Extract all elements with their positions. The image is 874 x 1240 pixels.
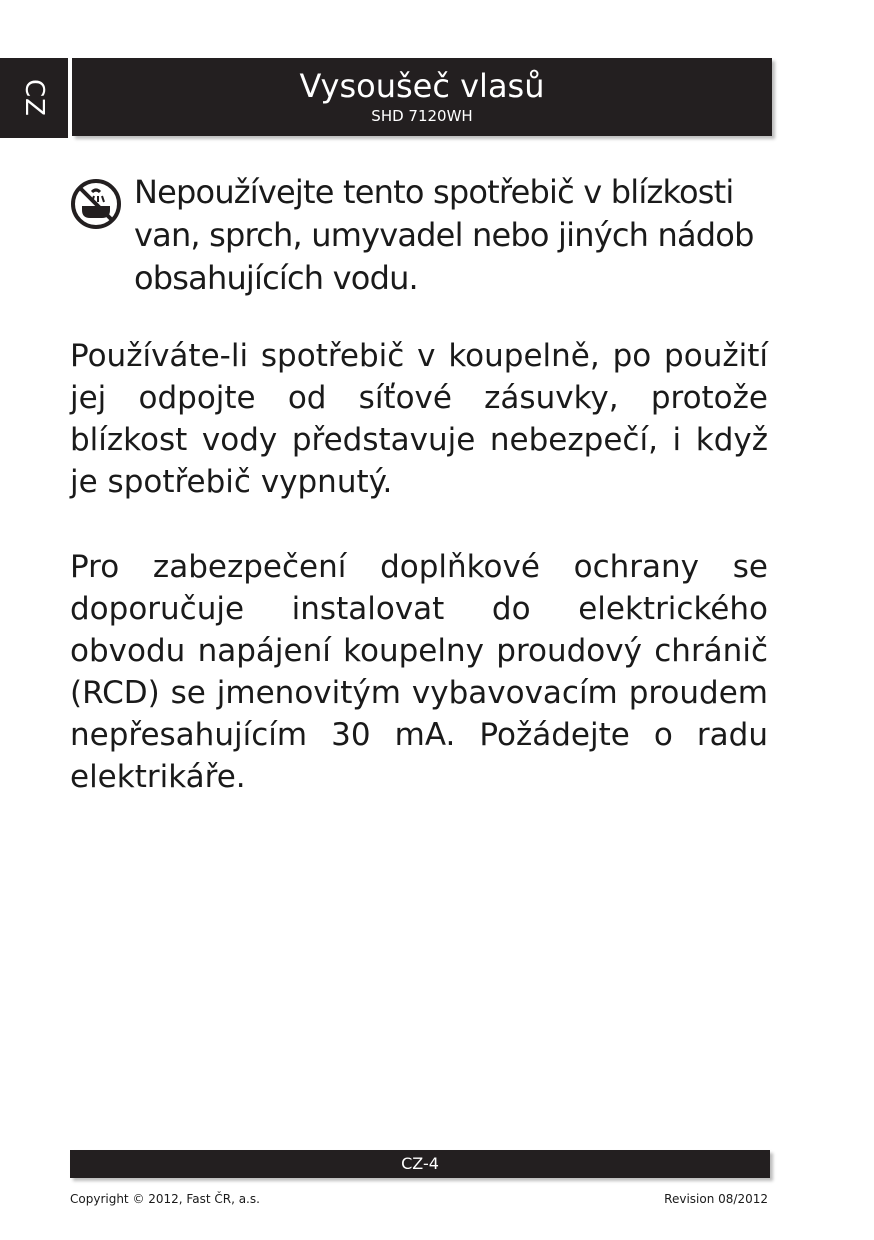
language-label: CZ: [19, 79, 49, 117]
page-header: [72, 58, 772, 136]
page-number: CZ-4: [401, 1154, 439, 1173]
revision-text: Revision 08/2012: [664, 1192, 768, 1206]
model-number: SHD 7120WH: [371, 107, 473, 125]
warning-text: Nepoužívejte tento spotřebič v blízkosti van, sprch, umyvadel nebo jiných nádob obsahujících vodu.: [134, 173, 754, 297]
paragraph-bathroom-use: Používáte-li spotřebič v koupelně, po použití jej odpojte od síťové zásuvky, protože blízkost vody představuje nebezpečí, i když je spotřebič vypnutý.: [70, 338, 768, 500]
page-number-bar: [70, 1150, 770, 1178]
no-water-bath-icon: [70, 178, 122, 230]
copyright-text: Copyright © 2012, Fast ČR, a.s.: [70, 1192, 260, 1206]
page-title: Vysoušeč vlasů: [299, 67, 545, 105]
paragraph-rcd-protection: Pro zabezpečení doplňkové ochrany se doporučuje instalovat do elektrického obvodu napájení koupelny proudový chránič (RCD) se jmenovitým vybavovacím proudem nepřesahujícím 30 mA. Požádejte o radu elektrikáře.: [70, 549, 768, 795]
language-tab: [0, 58, 68, 138]
